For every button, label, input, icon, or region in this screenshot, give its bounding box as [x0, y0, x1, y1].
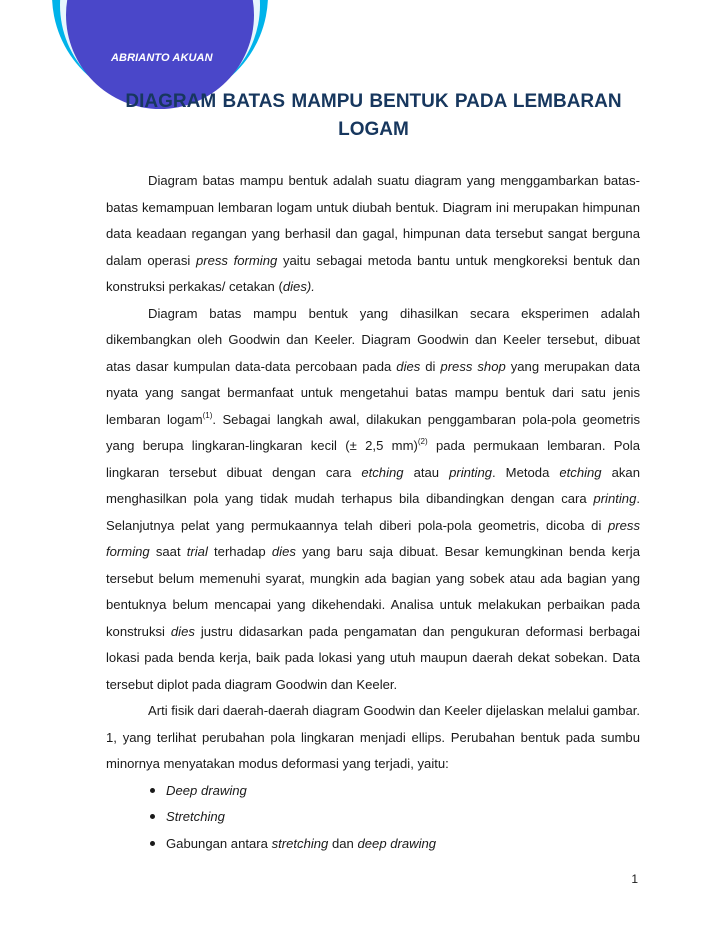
paragraph-1: Diagram batas mampu bentuk adalah suatu diagram yang menggambarkan batas-batas kemampuan lembaran logam untuk diubah bentuk. Diagram ini merupakan himpunan data keadaan regangan yang berhasil dan gagal, himpunan data tersebut sangat berguna dalam operasi press forming yaitu sebagai metoda bantu untuk mengkoreksi bentuk dan konstruksi perkakas/ cetakan (dies).: [106, 173, 640, 294]
list-item-deep-drawing: Deep drawing: [106, 778, 640, 805]
document-title: DIAGRAM BATAS MAMPU BENTUK PADA LEMBARAN LOGAM: [125, 91, 622, 140]
citation-2: (2): [417, 437, 428, 446]
list-item-stretching: Stretching: [106, 804, 640, 831]
deformation-mode-list: [106, 778, 640, 858]
paragraph-3: Arti fisik dari daerah-daerah diagram Goodwin dan Keeler dijelaskan melalui gambar. 1, yang terlihat perubahan pola lingkaran menjadi ellips. Perubahan bentuk pada sumbu minornya menyatakan modus deformasi yang terjadi, yaitu:: [106, 703, 641, 771]
page-number: 1: [631, 872, 638, 886]
author-name: ABRIANTO AKUAN: [111, 52, 213, 64]
paragraph-2: Diagram batas mampu bentuk yang dihasilkan secara eksperimen adalah dikembangkan oleh Goodwin dan Keeler. Diagram Goodwin dan Keeler tersebut, dibuat atas dasar kumpulan data-data percobaan pada dies di press shop yang merupakan data nyata yang sangat bermanfaat untuk mengetahui batas mampu bentuk dari satu jenis lembaran logam$^{(1)}$. Sebagai langkah awal, dilakukan penggambaran pola-pola geometris yang berupa lingkaran-lingkaran kecil (± 2,5 mm)$^{(2)}$ pada permukaan lembaran. Pola lingkaran tersebut dibuat dengan cara etching atau printing. Metoda etching akan menghasilkan pola yang tidak mudah terhapus bila dibandingkan dengan cara printing. Selanjutnya pelat yang permukaannya telah diberi pola-pola geometris, dicoba di press forming saat trial terhadap dies yang baru saja dibuat. Besar kemungkinan benda kerja tersebut belum memenuhi syarat, mungkin ada bagian yang sobek atau ada bagian yang bentuknya belum mencapai yang dikehendaki. Analisa untuk melakukan perbaikan pada konstruksi dies justru didasarkan pada pengamatan dan pengukuran deformasi berbagai lokasi pada benda kerja, baik pada lokasi yang utuh maupun daerah dekat sobekan. Data tersebut diplot pada diagram Goodwin dan Keeler.: [106, 305, 641, 692]
document-body: [106, 168, 640, 857]
citation-1: (1): [202, 410, 213, 420]
list-item-combination: Gabungan antara stretching dan deep drawing: [106, 831, 640, 858]
